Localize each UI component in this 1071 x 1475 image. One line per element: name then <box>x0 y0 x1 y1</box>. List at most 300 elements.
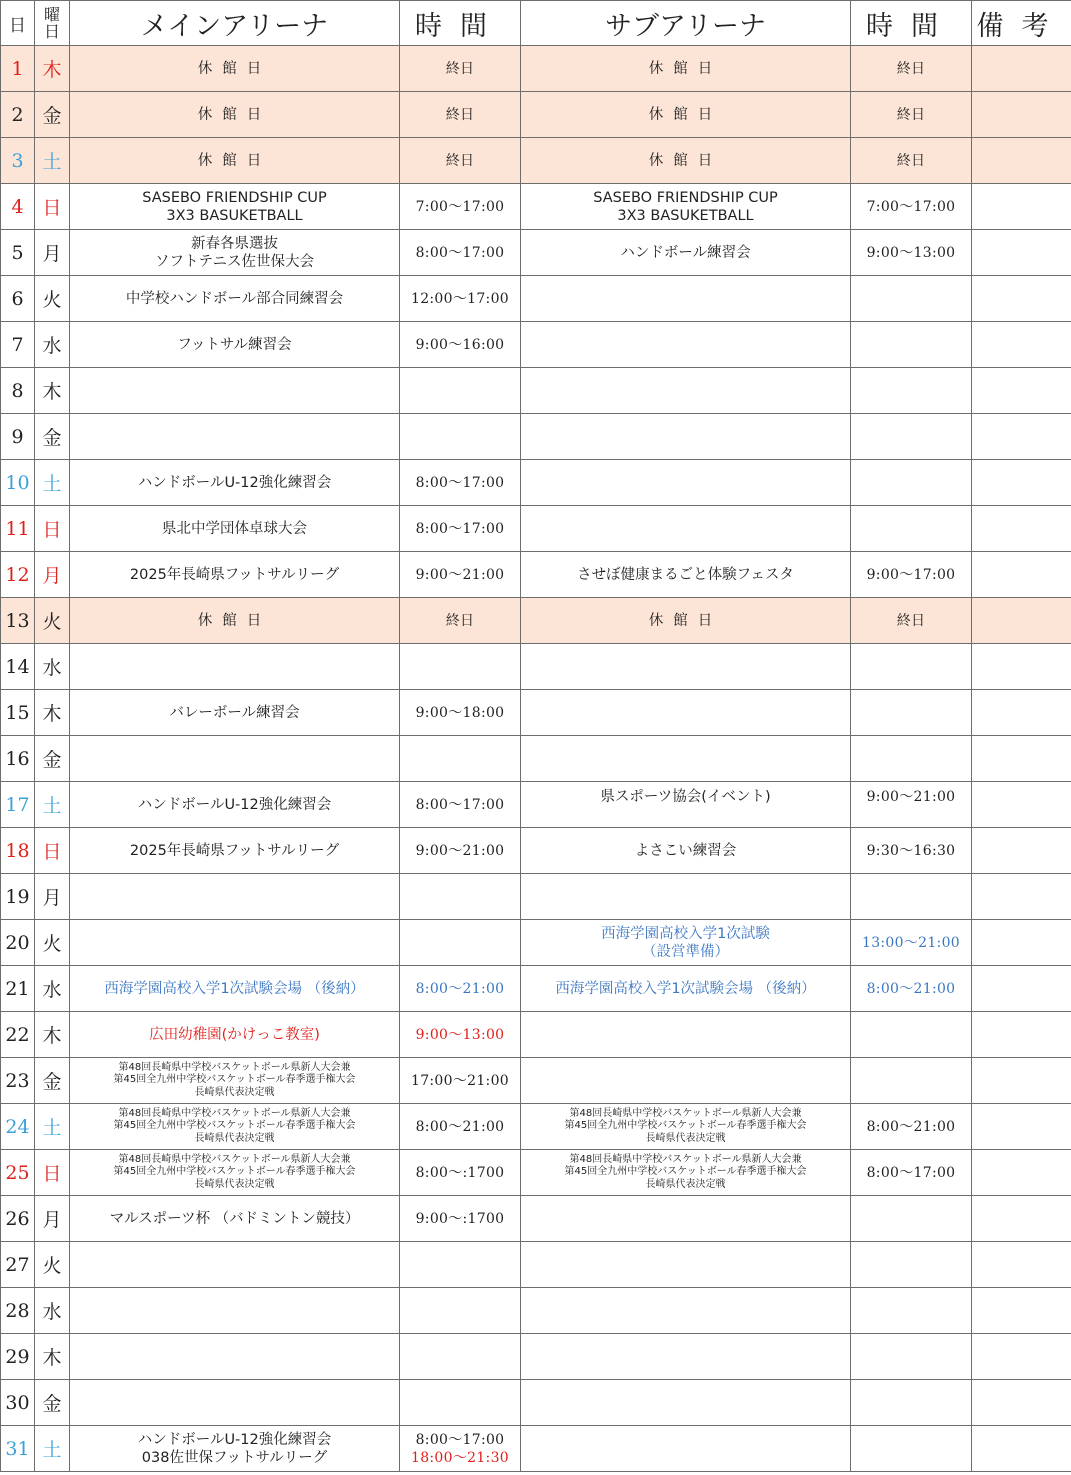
sub-arena-time <box>851 460 972 506</box>
day-row-16 <box>1 736 1071 782</box>
day-row-26 <box>1 1196 1071 1242</box>
sub-arena-time <box>851 368 972 414</box>
sub-arena-event <box>521 1288 851 1334</box>
notes-cell <box>972 644 1071 690</box>
notes-cell <box>972 46 1071 92</box>
sub-arena-event <box>521 1012 851 1058</box>
main-arena-closed: 休館日 <box>70 138 400 184</box>
weekday: 水 <box>35 1288 70 1334</box>
cell-line: よさこい練習会 <box>634 842 737 859</box>
sub-arena-time <box>851 874 972 920</box>
sub-arena-time <box>851 414 972 460</box>
sub-arena-time <box>851 1058 972 1104</box>
day-row-12 <box>1 552 1071 598</box>
weekday: 火 <box>35 1242 70 1288</box>
cell-line: 8:00～17:00 <box>415 474 505 491</box>
weekday: 水 <box>35 644 70 690</box>
cell-line: 17:00～21:00 <box>411 1072 509 1089</box>
day-number: 18 <box>1 828 35 874</box>
day-number: 2 <box>1 92 35 138</box>
weekday: 月 <box>35 230 70 276</box>
weekday: 金 <box>35 92 70 138</box>
sub-arena-time <box>851 644 972 690</box>
sub-arena-closed: 休館日 <box>521 46 851 92</box>
cell-line: 8:00～21:00 <box>866 1118 956 1135</box>
main-arena-time <box>400 276 521 322</box>
sub-arena-time <box>851 1380 972 1426</box>
notes-cell <box>972 506 1071 552</box>
day-row-21 <box>1 966 1071 1012</box>
cell-line: ハンドボールU-12強化練習会 <box>137 474 332 491</box>
notes-cell <box>972 460 1071 506</box>
notes-cell <box>972 552 1071 598</box>
main-arena-time <box>400 506 521 552</box>
day-number: 22 <box>1 1012 35 1058</box>
main-arena-time <box>400 230 521 276</box>
main-arena-event <box>70 1150 400 1196</box>
day-number: 29 <box>1 1334 35 1380</box>
sub-arena-time <box>851 1334 972 1380</box>
sub-arena-event <box>521 966 851 1012</box>
main-arena-time <box>400 414 521 460</box>
weekday: 水 <box>35 966 70 1012</box>
main-arena-time <box>400 782 521 828</box>
sub-time-allday: 終日 <box>851 598 972 644</box>
cell-line: 3X3 BASUKETBALL <box>617 207 754 224</box>
cell-line: SASEBO FRIENDSHIP CUP <box>142 189 327 206</box>
weekday: 土 <box>35 460 70 506</box>
main-arena-time <box>400 1334 521 1380</box>
sub-arena-time <box>851 1196 972 1242</box>
day-row-2 <box>1 92 1071 138</box>
notes-cell <box>972 1012 1071 1058</box>
notes-cell <box>972 184 1071 230</box>
cell-line: 長崎県代表決定戦 <box>194 1178 275 1190</box>
sub-arena-event <box>521 1150 851 1196</box>
sub-arena-time <box>851 1288 972 1334</box>
notes-cell <box>972 1426 1071 1472</box>
cell-line: （設営準備） <box>642 943 729 960</box>
cell-line: 第45回全九州中学校バスケットボール春季選手権大会 <box>564 1120 807 1132</box>
main-arena-closed: 休館日 <box>70 598 400 644</box>
main-arena-event <box>70 322 400 368</box>
main-arena-event <box>70 1334 400 1380</box>
cell-line: 広田幼稚園(かけっこ教室) <box>149 1026 320 1043</box>
notes-cell <box>972 1196 1071 1242</box>
cell-line: 7:00～17:00 <box>415 198 505 215</box>
cell-line: 長崎県代表決定戦 <box>194 1132 275 1144</box>
cell-line: 8:00～:1700 <box>415 1164 505 1181</box>
sub-arena-event <box>521 460 851 506</box>
main-arena-time <box>400 690 521 736</box>
sub-arena-time <box>851 552 972 598</box>
sub-arena-event <box>521 230 851 276</box>
notes-cell <box>972 322 1071 368</box>
cell-line: 第48回長崎県中学校バスケットボール県新人大会兼 <box>118 1061 351 1073</box>
main-arena-event <box>70 736 400 782</box>
cell-line: 13:00～21:00 <box>862 934 960 951</box>
notes-cell <box>972 1104 1071 1150</box>
sub-arena-event <box>521 736 851 782</box>
main-arena-event <box>70 230 400 276</box>
notes-cell <box>972 414 1071 460</box>
day-number: 25 <box>1 1150 35 1196</box>
cell-line: 長崎県代表決定戦 <box>645 1132 726 1144</box>
main-arena-event <box>70 782 400 828</box>
sub-arena-event <box>521 1242 851 1288</box>
notes-cell <box>972 138 1071 184</box>
day-number: 3 <box>1 138 35 184</box>
main-arena-time <box>400 644 521 690</box>
notes-cell <box>972 690 1071 736</box>
main-arena-event <box>70 690 400 736</box>
cell-line: 西海学園高校入学1次試験会場 （後納） <box>555 980 816 997</box>
cell-line: 8:00～21:00 <box>415 980 505 997</box>
sub-arena-event <box>521 414 851 460</box>
weekday: 火 <box>35 920 70 966</box>
main-time-allday: 終日 <box>400 138 521 184</box>
cell-line: 中学校ハンドボール部合同練習会 <box>125 290 344 307</box>
cell-line: 2025年長崎県フットサルリーグ <box>129 842 340 859</box>
notes-cell <box>972 1150 1071 1196</box>
main-arena-event <box>70 552 400 598</box>
weekday: 金 <box>35 1380 70 1426</box>
main-arena-event <box>70 1196 400 1242</box>
cell-line: 第48回長崎県中学校バスケットボール県新人大会兼 <box>118 1153 351 1165</box>
cell-line: マルスポーツ杯 （バドミントン競技） <box>109 1210 360 1227</box>
sub-arena-time <box>851 1150 972 1196</box>
cell-line: 9:00～17:00 <box>866 566 956 583</box>
notes-cell <box>972 736 1071 782</box>
weekday: 木 <box>35 1334 70 1380</box>
notes-cell <box>972 920 1071 966</box>
day-number: 9 <box>1 414 35 460</box>
day-row-13 <box>1 598 1071 644</box>
day-number: 14 <box>1 644 35 690</box>
main-arena-time <box>400 1426 521 1472</box>
notes-cell <box>972 828 1071 874</box>
sub-arena-time <box>851 184 972 230</box>
day-number: 10 <box>1 460 35 506</box>
sub-arena-event <box>521 552 851 598</box>
main-arena-time <box>400 1196 521 1242</box>
cell-line: ハンドボールU-12強化練習会 <box>137 1431 332 1448</box>
weekday: 日 <box>35 828 70 874</box>
day-row-25 <box>1 1150 1071 1196</box>
sub-arena-event <box>521 1058 851 1104</box>
sub-arena-time <box>851 506 972 552</box>
header-weekday-line2: 日 <box>43 22 60 41</box>
day-number: 30 <box>1 1380 35 1426</box>
main-arena-time <box>400 736 521 782</box>
main-arena-event <box>70 1104 400 1150</box>
notes-cell <box>972 782 1071 828</box>
cell-line: 038佐世保フットサルリーグ <box>141 1449 328 1466</box>
notes-cell <box>972 874 1071 920</box>
weekday: 水 <box>35 322 70 368</box>
header-day: 日 <box>1 1 35 46</box>
day-row-15 <box>1 690 1071 736</box>
day-row-27 <box>1 1242 1071 1288</box>
sub-arena-event <box>521 322 851 368</box>
header-notes: 備考 <box>972 1 1071 46</box>
day-number: 20 <box>1 920 35 966</box>
weekday: 木 <box>35 46 70 92</box>
cell-line: 西海学園高校入学1次試験会場 （後納） <box>104 980 365 997</box>
header-row <box>1 1 1071 46</box>
main-arena-event <box>70 460 400 506</box>
day-row-6 <box>1 276 1071 322</box>
cell-line: ハンドボール練習会 <box>620 244 751 261</box>
sub-arena-event <box>521 690 851 736</box>
cell-line: 9:00～21:00 <box>866 788 956 805</box>
sub-time-allday: 終日 <box>851 138 972 184</box>
sub-arena-time <box>851 1426 972 1472</box>
main-arena-time <box>400 874 521 920</box>
cell-line: 9:30～16:30 <box>866 842 956 859</box>
header-sub-time: 時間 <box>851 1 972 46</box>
day-number: 17 <box>1 782 35 828</box>
main-arena-event <box>70 1012 400 1058</box>
main-arena-event <box>70 1288 400 1334</box>
weekday: 火 <box>35 598 70 644</box>
cell-line: 第48回長崎県中学校バスケットボール県新人大会兼 <box>118 1107 351 1119</box>
main-arena-time <box>400 1380 521 1426</box>
cell-line: させぼ健康まるごと体験フェスタ <box>577 566 794 583</box>
main-arena-event <box>70 184 400 230</box>
main-arena-event <box>70 874 400 920</box>
notes-cell <box>972 1288 1071 1334</box>
day-number: 5 <box>1 230 35 276</box>
cell-line: 西海学園高校入学1次試験 <box>601 925 770 942</box>
sub-arena-time <box>851 736 972 782</box>
day-row-20 <box>1 920 1071 966</box>
cell-line: ソフトテニス佐世保大会 <box>155 253 314 270</box>
cell-line: 8:00～17:00 <box>415 1431 505 1448</box>
day-row-24 <box>1 1104 1071 1150</box>
day-number: 1 <box>1 46 35 92</box>
main-time-allday: 終日 <box>400 46 521 92</box>
day-row-17 <box>1 782 1071 828</box>
day-row-23 <box>1 1058 1071 1104</box>
main-arena-time <box>400 368 521 414</box>
day-number: 19 <box>1 874 35 920</box>
sub-time-allday: 終日 <box>851 92 972 138</box>
weekday: 土 <box>35 138 70 184</box>
day-number: 24 <box>1 1104 35 1150</box>
header-weekday-line1: 曜 <box>43 5 60 24</box>
weekday: 月 <box>35 1196 70 1242</box>
day-row-10 <box>1 460 1071 506</box>
weekday: 日 <box>35 184 70 230</box>
cell-line: 8:00～21:00 <box>415 1118 505 1135</box>
weekday: 金 <box>35 1058 70 1104</box>
cell-line: 18:00～21:30 <box>411 1449 509 1466</box>
day-number: 7 <box>1 322 35 368</box>
cell-line: 第45回全九州中学校バスケットボール春季選手権大会 <box>113 1166 356 1178</box>
main-arena-closed: 休館日 <box>70 92 400 138</box>
day-row-22 <box>1 1012 1071 1058</box>
sub-arena-event <box>521 276 851 322</box>
day-row-11 <box>1 506 1071 552</box>
header-weekday <box>35 1 70 46</box>
sub-arena-event <box>521 644 851 690</box>
weekday: 土 <box>35 782 70 828</box>
weekday: 木 <box>35 368 70 414</box>
day-row-7 <box>1 322 1071 368</box>
main-arena-event <box>70 966 400 1012</box>
main-arena-event <box>70 920 400 966</box>
sub-arena-event <box>521 1426 851 1472</box>
notes-cell <box>972 1058 1071 1104</box>
main-time-allday: 終日 <box>400 598 521 644</box>
main-arena-time <box>400 460 521 506</box>
cell-line: 3X3 BASUKETBALL <box>166 207 303 224</box>
sub-arena-event <box>521 874 851 920</box>
day-number: 28 <box>1 1288 35 1334</box>
cell-line: 8:00～21:00 <box>866 980 956 997</box>
main-arena-time <box>400 184 521 230</box>
main-arena-event <box>70 644 400 690</box>
main-arena-event <box>70 1380 400 1426</box>
main-arena-time <box>400 552 521 598</box>
day-row-5 <box>1 230 1071 276</box>
day-number: 13 <box>1 598 35 644</box>
main-arena-time <box>400 1242 521 1288</box>
cell-line: 7:00～17:00 <box>866 198 956 215</box>
cell-line: 長崎県代表決定戦 <box>645 1178 726 1190</box>
sub-arena-time <box>851 966 972 1012</box>
sub-arena-event <box>521 368 851 414</box>
header-sub-arena: サブアリーナ <box>521 1 851 46</box>
day-row-28 <box>1 1288 1071 1334</box>
weekday: 土 <box>35 1104 70 1150</box>
cell-line: 長崎県代表決定戦 <box>194 1086 275 1098</box>
main-arena-time <box>400 828 521 874</box>
cell-line: 第45回全九州中学校バスケットボール春季選手権大会 <box>113 1120 356 1132</box>
cell-line: 9:00～:1700 <box>415 1210 505 1227</box>
sub-arena-event <box>521 1334 851 1380</box>
cell-line: 県スポーツ協会(イベント) <box>600 788 771 805</box>
header-main-time: 時間 <box>400 1 521 46</box>
sub-arena-closed: 休館日 <box>521 92 851 138</box>
sub-arena-event <box>521 1380 851 1426</box>
weekday: 火 <box>35 276 70 322</box>
cell-line: 12:00～17:00 <box>411 290 509 307</box>
sub-arena-event <box>521 1104 851 1150</box>
sub-time-allday: 終日 <box>851 46 972 92</box>
main-arena-event <box>70 276 400 322</box>
main-arena-event <box>70 506 400 552</box>
cell-line: 8:00～17:00 <box>415 520 505 537</box>
sub-arena-time <box>851 276 972 322</box>
weekday: 日 <box>35 1150 70 1196</box>
day-row-19 <box>1 874 1071 920</box>
main-arena-event <box>70 368 400 414</box>
cell-line: バレーボール練習会 <box>169 704 300 721</box>
sub-arena-time <box>851 1242 972 1288</box>
cell-line: 9:00～21:00 <box>415 842 505 859</box>
day-number: 23 <box>1 1058 35 1104</box>
weekday: 木 <box>35 1012 70 1058</box>
cell-line: 9:00～16:00 <box>415 336 505 353</box>
weekday: 金 <box>35 736 70 782</box>
sub-arena-closed: 休館日 <box>521 598 851 644</box>
sub-arena-closed: 休館日 <box>521 138 851 184</box>
sub-arena-time <box>851 322 972 368</box>
day-row-8 <box>1 368 1071 414</box>
weekday: 月 <box>35 874 70 920</box>
day-row-1 <box>1 46 1071 92</box>
day-number: 4 <box>1 184 35 230</box>
schedule-body <box>1 46 1071 1472</box>
day-number: 27 <box>1 1242 35 1288</box>
main-arena-time <box>400 1012 521 1058</box>
main-arena-event <box>70 1058 400 1104</box>
notes-cell <box>972 1380 1071 1426</box>
main-arena-time <box>400 920 521 966</box>
main-arena-time <box>400 966 521 1012</box>
main-arena-time <box>400 1058 521 1104</box>
day-row-4 <box>1 184 1071 230</box>
main-arena-time <box>400 322 521 368</box>
cell-line: 新春各県選抜 <box>191 235 278 252</box>
day-row-9 <box>1 414 1071 460</box>
sub-arena-event <box>521 828 851 874</box>
sub-arena-event <box>521 506 851 552</box>
day-row-18 <box>1 828 1071 874</box>
main-arena-event <box>70 1242 400 1288</box>
notes-cell <box>972 368 1071 414</box>
weekday: 月 <box>35 552 70 598</box>
cell-line: 9:00～13:00 <box>866 244 956 261</box>
cell-line: 8:00～17:00 <box>866 1164 956 1181</box>
sub-arena-event <box>521 920 851 966</box>
sub-arena-time <box>851 1012 972 1058</box>
sub-arena-time <box>851 1104 972 1150</box>
weekday: 日 <box>35 506 70 552</box>
main-arena-event <box>70 414 400 460</box>
cell-line: 第45回全九州中学校バスケットボール春季選手権大会 <box>564 1166 807 1178</box>
main-arena-time <box>400 1288 521 1334</box>
cell-line: 第45回全九州中学校バスケットボール春季選手権大会 <box>113 1074 356 1086</box>
day-number: 16 <box>1 736 35 782</box>
sub-arena-time <box>851 230 972 276</box>
cell-line: 第48回長崎県中学校バスケットボール県新人大会兼 <box>569 1107 802 1119</box>
day-row-30 <box>1 1380 1071 1426</box>
main-arena-time <box>400 1104 521 1150</box>
notes-cell <box>972 230 1071 276</box>
weekday: 土 <box>35 1426 70 1472</box>
day-number: 31 <box>1 1426 35 1472</box>
sub-arena-event <box>521 782 851 828</box>
notes-cell <box>972 966 1071 1012</box>
day-number: 8 <box>1 368 35 414</box>
cell-line: 県北中学団体卓球大会 <box>162 520 307 537</box>
main-arena-event <box>70 1426 400 1472</box>
main-arena-event <box>70 828 400 874</box>
cell-line: 2025年長崎県フットサルリーグ <box>129 566 340 583</box>
header-main-arena: メインアリーナ <box>70 1 400 46</box>
notes-cell <box>972 1242 1071 1288</box>
notes-cell <box>972 1334 1071 1380</box>
weekday: 木 <box>35 690 70 736</box>
cell-line: 9:00～21:00 <box>415 566 505 583</box>
day-number: 11 <box>1 506 35 552</box>
sub-arena-event <box>521 184 851 230</box>
cell-line: 8:00～17:00 <box>415 796 505 813</box>
weekday: 金 <box>35 414 70 460</box>
